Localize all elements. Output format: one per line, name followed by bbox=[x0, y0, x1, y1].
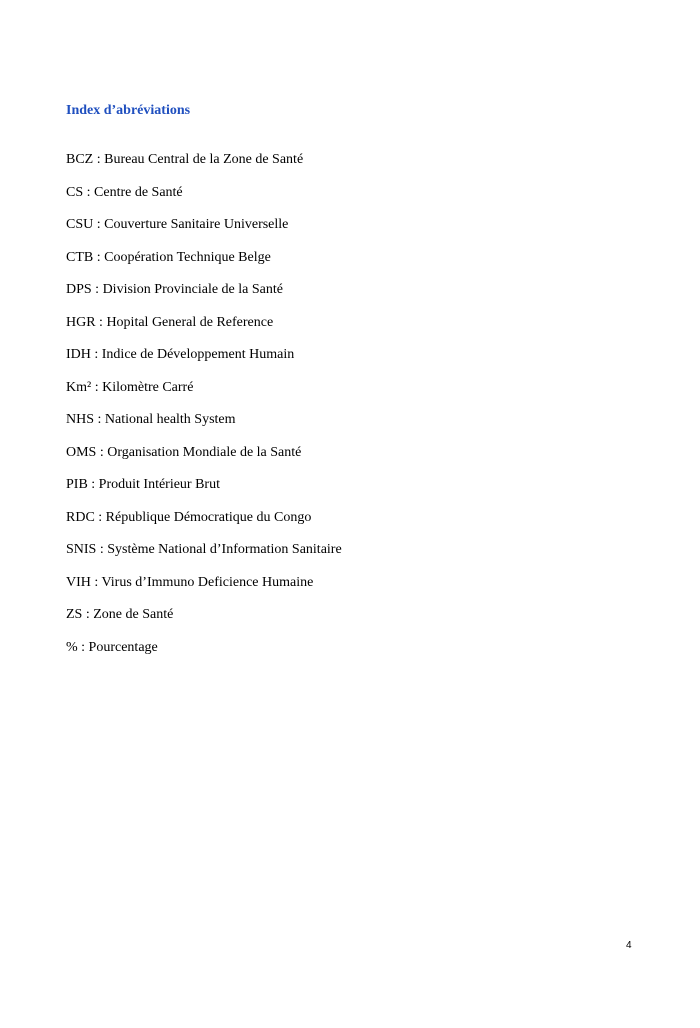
abbreviation-list bbox=[66, 151, 342, 671]
abbreviation-item: IDH : Indice de Développement Humain bbox=[66, 347, 295, 362]
abbreviation-item: ZS : Zone de Santé bbox=[66, 607, 174, 622]
abbreviation-item: PIB : Produit Intérieur Brut bbox=[66, 477, 220, 492]
abbreviation-item: VIH : Virus d’Immuno Deficience Humaine bbox=[66, 574, 314, 590]
page-number: 4 bbox=[626, 940, 632, 951]
abbreviation-item: HGR : Hopital General de Reference bbox=[66, 314, 274, 330]
abbreviation-item: CTB : Coopération Technique Belge bbox=[66, 249, 271, 265]
abbreviation-item: % : Pourcentage bbox=[66, 639, 158, 655]
abbreviation-item: BCZ : Bureau Central de la Zone de Santé bbox=[66, 152, 304, 167]
abbreviation-item: Km² : Kilomètre Carré bbox=[66, 379, 194, 395]
abbreviation-item: CS : Centre de Santé bbox=[66, 184, 183, 200]
abbreviation-item: OMS : Organisation Mondiale de la Santé bbox=[66, 444, 302, 460]
abbreviation-item: NHS : National health System bbox=[66, 412, 236, 427]
abbreviation-item: DPS : Division Provinciale de la Santé bbox=[66, 282, 283, 297]
abbreviation-item: CSU : Couverture Sanitaire Universelle bbox=[66, 217, 289, 232]
abbreviation-item: RDC : République Démocratique du Congo bbox=[66, 509, 312, 525]
page-title: Index d’abréviations bbox=[66, 103, 191, 118]
abbreviation-item: SNIS : Système National d’Information Sanitaire bbox=[66, 542, 342, 557]
